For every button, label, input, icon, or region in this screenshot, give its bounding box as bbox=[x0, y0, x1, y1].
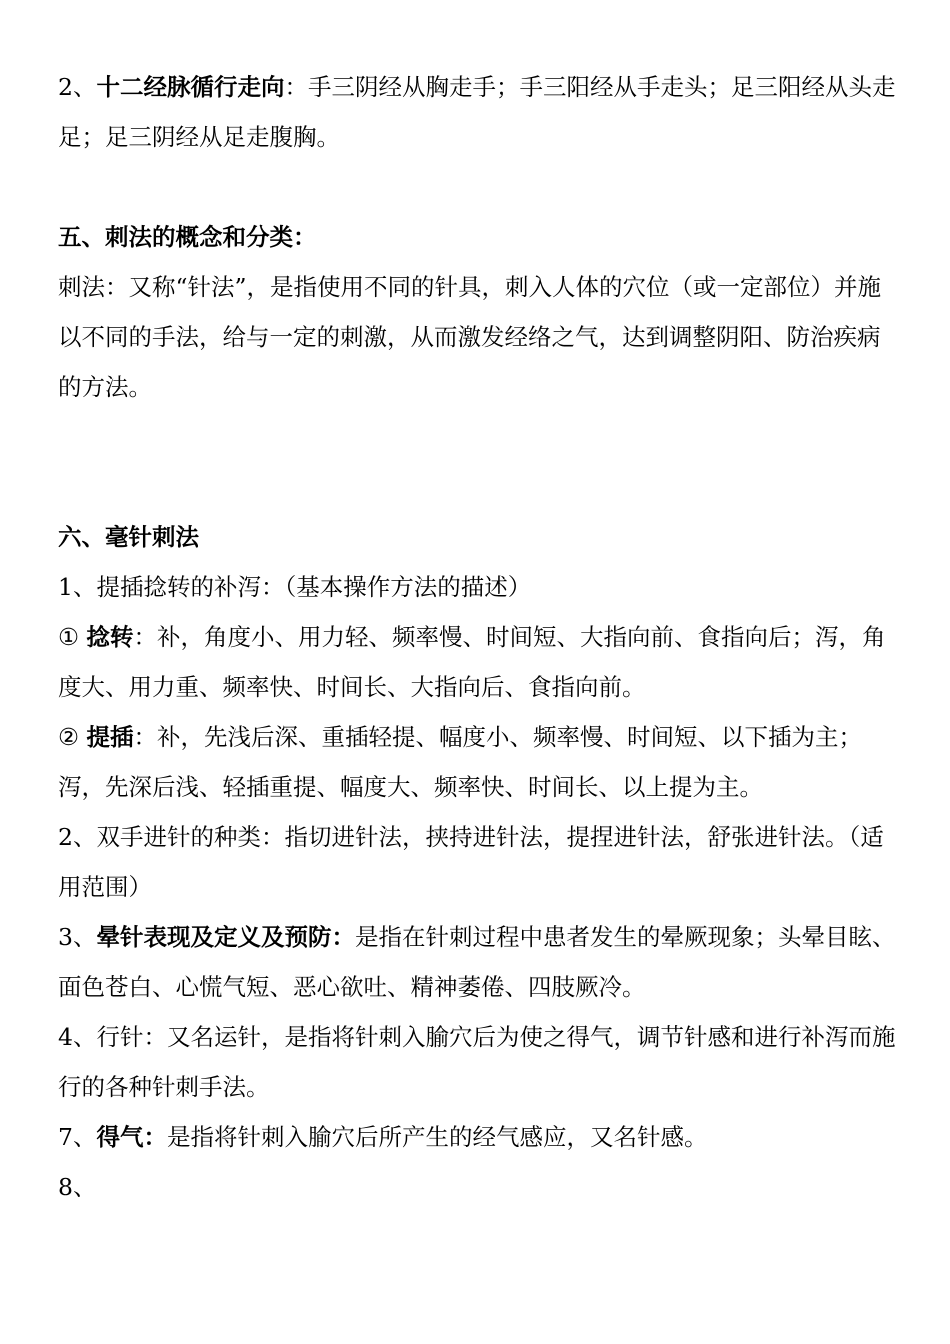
lifting-thrusting-text: ：补，先浅后深、重插轻提、幅度小、频率慢、时间短、以下插为主；泻，先深后浅、轻插重提、幅度大、频率快、时间长、以上提为主。 bbox=[58, 723, 863, 801]
item-1: 1、提插捻转的补泻：（基本操作方法的描述） bbox=[58, 573, 532, 601]
section-6-heading: 六、毫针刺法 bbox=[58, 523, 199, 551]
item-3 bbox=[58, 912, 898, 1012]
deqi-title: 得气： bbox=[96, 1123, 167, 1151]
item-7 bbox=[58, 1112, 898, 1162]
circled-number-2: ② bbox=[58, 723, 87, 751]
lifting-thrusting-title: 提插 bbox=[86, 723, 134, 751]
twirling-title: 捻转 bbox=[86, 623, 134, 651]
deqi-text: 是指将针刺入腧穴后所产生的经气感应，又名针感。 bbox=[166, 1123, 708, 1151]
meridian-direction-text: 手三阴经从胸走手；手三阳经从手走头；足三阳经从头走足；足三阴经从足走腹胸。 bbox=[58, 73, 896, 151]
fainting-title: 晕针表现及定义及预防： bbox=[96, 923, 355, 951]
section-5-heading: 五、刺法的概念和分类： bbox=[58, 223, 317, 251]
spacer bbox=[58, 412, 898, 512]
item-4: 4、行针：又名运针，是指将针刺入腧穴后为使之得气，调节针感和进行补泻而施行的各种针刺手法。 bbox=[58, 1023, 896, 1101]
twirling-text: ：补，角度小、用力轻、频率慢、时间短、大指向前、食指向后；泻，角度大、用力重、频率快、时间长、大指向后、食指向前。 bbox=[58, 623, 886, 701]
item-number: 3、 bbox=[58, 923, 97, 951]
item-number: 7、 bbox=[58, 1123, 97, 1151]
item-2: 2、双手进针的种类：指切进针法，挟持进针法，提捏进针法，舒张进针法。（适用范围） bbox=[58, 823, 884, 901]
colon: ： bbox=[284, 73, 308, 101]
twirling-paragraph bbox=[58, 612, 898, 712]
circled-number-1: ① bbox=[58, 623, 87, 651]
spacer bbox=[58, 162, 898, 212]
fainting-text: 是指在针刺过程中患者发生的晕厥现象；头晕目眩、面色苍白、心慌气短、恶心欲吐、精神萎倦、四肢厥冷。 bbox=[58, 923, 896, 1001]
document-page bbox=[58, 62, 898, 1212]
meridian-direction-paragraph bbox=[58, 62, 898, 162]
meridian-direction-title: 十二经脉循行走向 bbox=[96, 73, 285, 101]
item-number: 2、 bbox=[58, 73, 97, 101]
lifting-thrusting-paragraph bbox=[58, 712, 898, 812]
section-5-body: 刺法：又称“针法”，是指使用不同的针具，刺入人体的穴位（或一定部位）并施以不同的手法，给与一定的刺激，从而激发经络之气，达到调整阴阳、防治疾病的方法。 bbox=[58, 273, 882, 401]
item-8: 8、 bbox=[58, 1173, 97, 1201]
